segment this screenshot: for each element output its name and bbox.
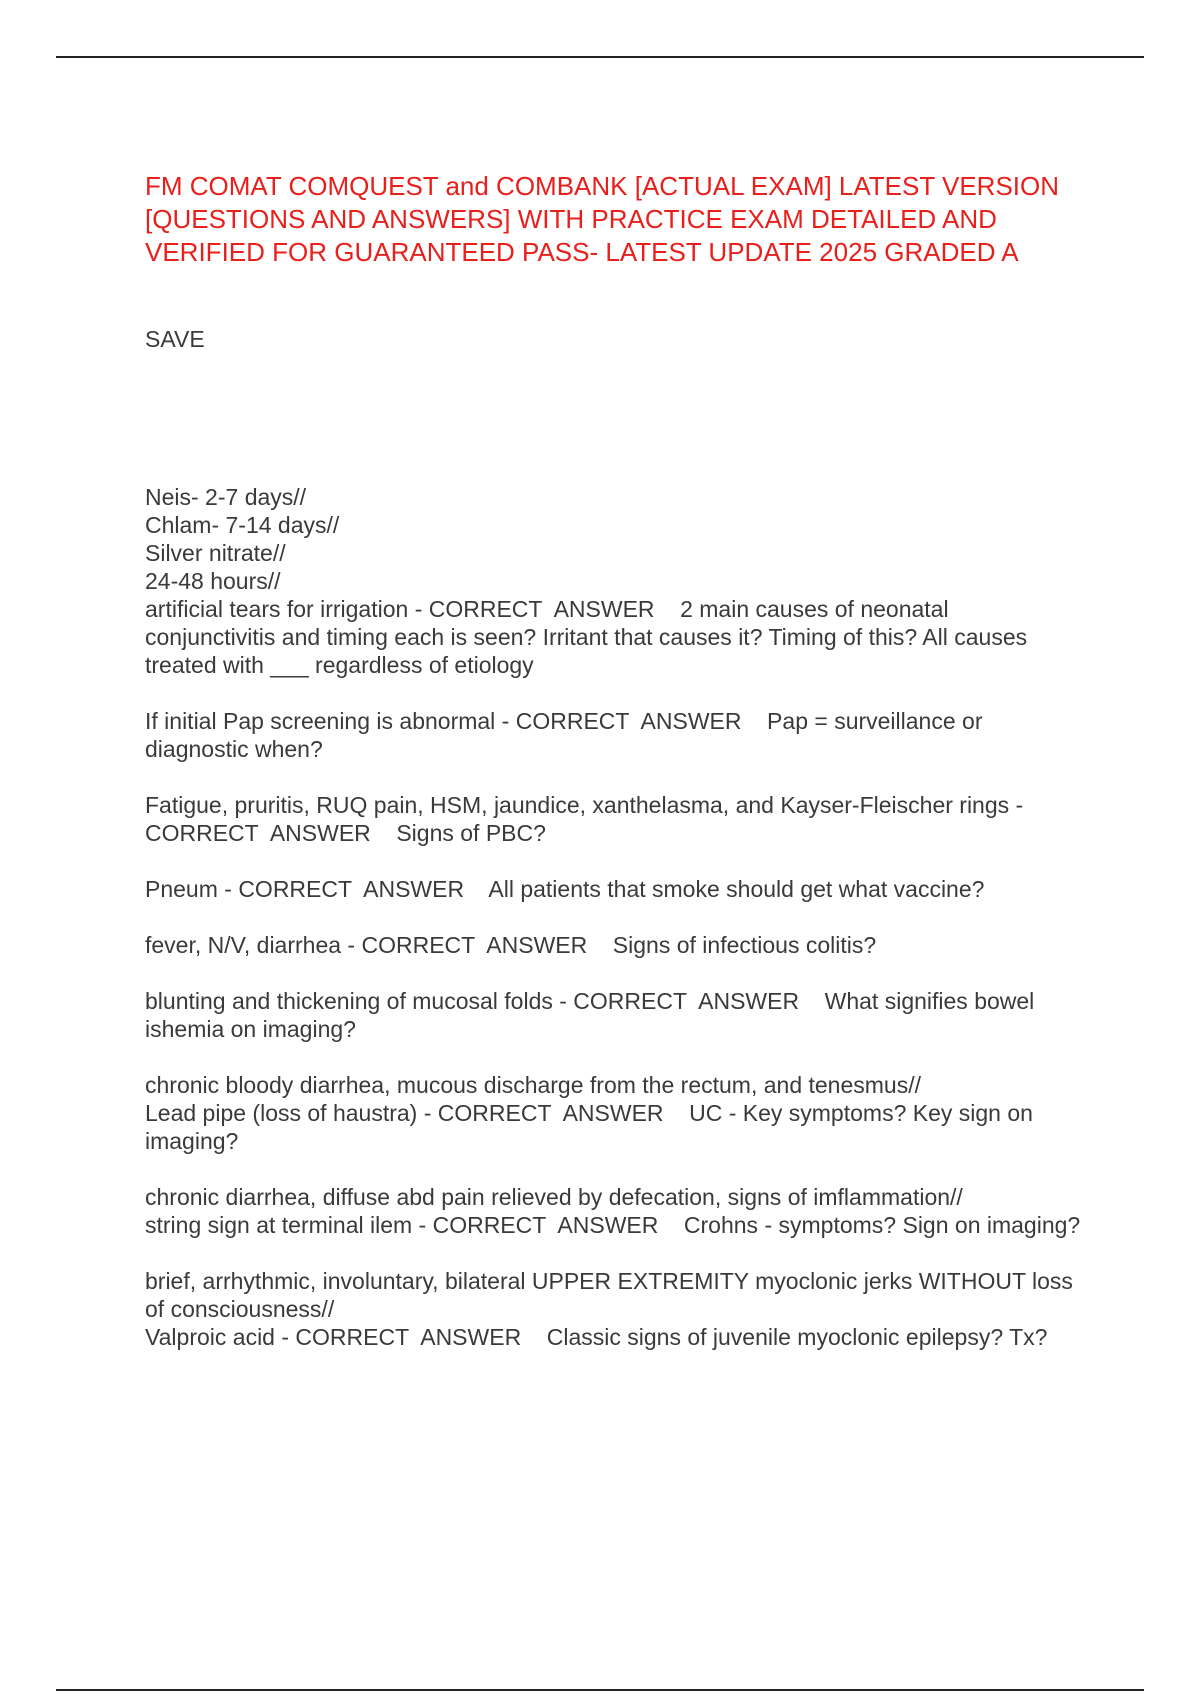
qa-entry	[145, 483, 1085, 679]
qa-entry	[145, 1183, 1085, 1239]
document-title: FM COMAT COMQUEST and COMBANK [ACTUAL EXAM] LATEST VERSION [QUESTIONS AND ANSWERS] WITH PRACTICE EXAM DETAILED AND VERIFIED FOR GUARANTEED PASS- LATEST UPDATE 2025 GRADED A	[145, 171, 1060, 267]
qa-list	[145, 483, 1085, 1351]
qa-line: If initial Pap screening is abnormal - CORRECT ANSWER Pap = surveillance or diagnostic when?	[145, 708, 989, 762]
qa-line: Lead pipe (loss of haustra) - CORRECT ANSWER UC - Key symptoms? Key sign on imaging?	[145, 1100, 1040, 1154]
qa-line: chronic bloody diarrhea, mucous discharge from the rectum, and tenesmus//	[145, 1072, 921, 1098]
qa-line: string sign at terminal ilem - CORRECT ANSWER Crohns - symptoms? Sign on imaging?	[145, 1212, 1081, 1238]
qa-entry	[145, 1267, 1085, 1351]
qa-entry	[145, 1071, 1085, 1155]
save-label: SAVE	[145, 326, 205, 352]
top-divider	[56, 56, 1144, 58]
qa-line: fever, N/V, diarrhea - CORRECT ANSWER Signs of infectious colitis?	[145, 932, 877, 958]
qa-line: chronic diarrhea, diffuse abd pain relieved by defecation, signs of imflammation//	[145, 1184, 963, 1210]
qa-entry	[145, 875, 1085, 903]
qa-line: Chlam- 7-14 days//	[145, 512, 340, 538]
qa-entry	[145, 791, 1085, 847]
qa-line: 24-48 hours//	[145, 568, 281, 594]
qa-line: Pneum - CORRECT ANSWER All patients that smoke should get what vaccine?	[145, 876, 985, 902]
qa-line: Valproic acid - CORRECT ANSWER Classic signs of juvenile myoclonic epilepsy? Tx?	[145, 1324, 1048, 1350]
qa-line: Silver nitrate//	[145, 540, 286, 566]
qa-entry	[145, 931, 1085, 959]
qa-line: Fatigue, pruritis, RUQ pain, HSM, jaundice, xanthelasma, and Kayser-Fleischer rings - CORRECT ANSWER Signs of PBC?	[145, 792, 1030, 846]
bottom-divider	[56, 1689, 1144, 1691]
qa-entry	[145, 987, 1085, 1043]
qa-line: Neis- 2-7 days//	[145, 484, 307, 510]
qa-entry	[145, 707, 1085, 763]
qa-line: brief, arrhythmic, involuntary, bilateral UPPER EXTREMITY myoclonic jerks WITHOUT loss of consciousness//	[145, 1268, 1080, 1322]
qa-line: blunting and thickening of mucosal folds - CORRECT ANSWER What signifies bowel ishemia on imaging?	[145, 988, 1041, 1042]
document-body	[145, 170, 1085, 1379]
qa-line: artificial tears for irrigation - CORRECT ANSWER 2 main causes of neonatal conjunctivitis and timing each is seen? Irritant that causes it? Timing of this? All causes treated with ___ regardless of etiology	[145, 596, 1034, 678]
